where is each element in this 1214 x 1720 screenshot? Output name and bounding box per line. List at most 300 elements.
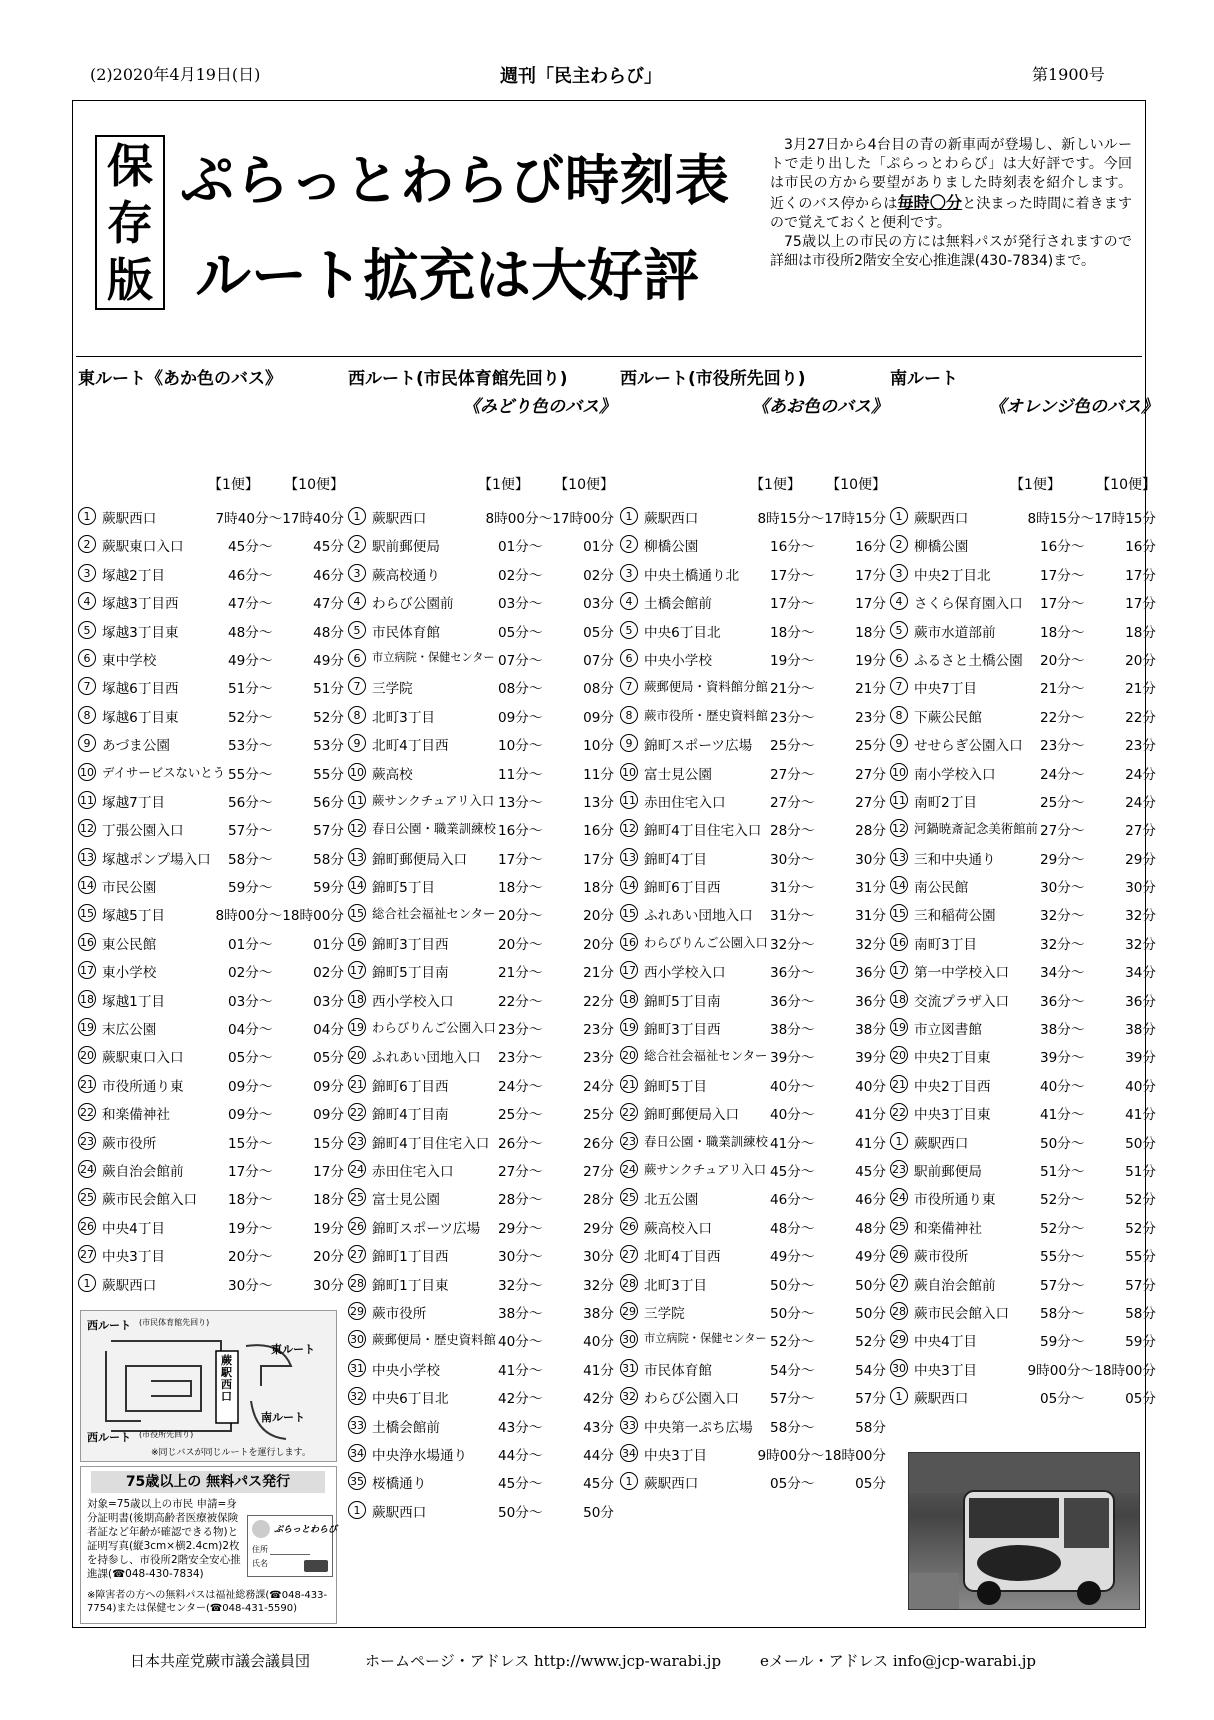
stop-name: 蕨高校通り — [372, 567, 440, 584]
stop-name: 富士見公園 — [644, 766, 712, 783]
stop-row — [620, 1100, 888, 1128]
hozon-char: 存 — [107, 195, 153, 250]
first-bus-time: 40分～ — [498, 1334, 543, 1351]
tenth-bus-time: 24分 — [1125, 794, 1156, 811]
stop-row — [890, 845, 1158, 873]
first-bus-time: 28分～ — [770, 823, 815, 840]
first-bus-time: 30分～ — [228, 1277, 273, 1294]
stop-row — [890, 1129, 1158, 1157]
stop-row — [348, 674, 616, 702]
stop-number: 19 — [78, 1018, 96, 1036]
divider — [76, 356, 1142, 357]
first-bus-time: 04分～ — [228, 1022, 273, 1039]
first-bus-time: 7時40分～17時40分 — [215, 511, 344, 527]
tenth-bus-time: 05分 — [583, 624, 614, 641]
stop-name: 西小学校入口 — [372, 993, 454, 1010]
first-bus-time: 01分～ — [228, 936, 273, 953]
tenth-bus-time: 51分 — [1125, 1163, 1156, 1180]
stop-name: 塚越7丁目 — [102, 794, 166, 811]
stop-name: 中央小学校 — [372, 1362, 440, 1379]
stop-name: 中央2丁目西 — [914, 1078, 991, 1095]
stop-row — [78, 618, 346, 646]
tenth-bus-time: 03分 — [583, 596, 614, 613]
first-bus-time: 29分～ — [498, 1220, 543, 1237]
first-bus-time: 9時00分～18時00分 — [1027, 1362, 1156, 1379]
first-bus-time: 36分～ — [1040, 993, 1085, 1010]
tenth-bus-time: 57分 — [1125, 1277, 1156, 1294]
stop-name: 塚越2丁目 — [102, 567, 166, 584]
stop-number: 5 — [348, 621, 366, 639]
stop-number: 28 — [348, 1274, 366, 1292]
stop-row — [620, 845, 888, 873]
bus-photo — [908, 1452, 1140, 1610]
tenth-bus-time: 29分 — [583, 1220, 614, 1237]
stop-number: 1 — [620, 1472, 638, 1490]
stop-number: 10 — [78, 763, 96, 781]
tenth-bus-time: 09分 — [313, 1078, 344, 1095]
header-first-bus: 【1便】 — [1010, 477, 1061, 493]
first-bus-time: 29分～ — [1040, 851, 1085, 868]
stop-number: 16 — [78, 933, 96, 951]
stop-name: 中央7丁目 — [914, 681, 978, 698]
first-bus-time: 59分～ — [1040, 1334, 1085, 1351]
stop-number: 21 — [78, 1075, 96, 1093]
route-column — [348, 364, 616, 1521]
map-label-south: 南ルート — [261, 1411, 305, 1424]
stop-number: 4 — [348, 592, 366, 610]
stop-number: 1 — [620, 507, 638, 525]
tenth-bus-time: 02分 — [583, 567, 614, 584]
stop-number: 7 — [890, 677, 908, 695]
stop-name: 市立病院・保健センター — [372, 650, 495, 664]
stop-row — [78, 1043, 346, 1071]
stop-number: 9 — [348, 734, 366, 752]
tenth-bus-time: 19分 — [855, 652, 886, 669]
stop-number: 22 — [890, 1103, 908, 1121]
stop-row — [620, 873, 888, 901]
stop-name: 市民体育館 — [372, 624, 440, 641]
tenth-bus-time: 52分 — [1125, 1220, 1156, 1237]
stop-row — [620, 1072, 888, 1100]
first-bus-time: 27分～ — [770, 794, 815, 811]
stop-name: 錦町5丁目南 — [644, 993, 721, 1010]
stop-row — [348, 1043, 616, 1071]
stop-row — [890, 504, 1158, 532]
stop-number: 15 — [890, 904, 908, 922]
stop-row — [78, 760, 346, 788]
stop-row — [890, 1384, 1158, 1412]
first-bus-time: 20分～ — [1040, 652, 1085, 669]
stop-row — [890, 618, 1158, 646]
first-bus-time: 38分～ — [1040, 1022, 1085, 1039]
hozon-char: 版 — [107, 252, 153, 307]
first-bus-time: 09分～ — [498, 709, 543, 726]
first-bus-time: 07分～ — [498, 652, 543, 669]
stop-row — [620, 1214, 888, 1242]
tenth-bus-time: 40分 — [1125, 1078, 1156, 1095]
first-bus-time: 20分～ — [498, 936, 543, 953]
stop-row — [890, 731, 1158, 759]
stop-row — [78, 731, 346, 759]
stop-name: 錦町スポーツ広場 — [372, 1220, 481, 1237]
stop-number: 14 — [348, 876, 366, 894]
tenth-bus-time: 41分 — [855, 1135, 886, 1152]
stop-row — [78, 1129, 346, 1157]
stop-number: 2 — [78, 535, 96, 553]
stop-number: 17 — [620, 961, 638, 979]
stop-name: 和楽備神社 — [914, 1220, 982, 1237]
map-label-west-top-sub: (市民体育館先回り) — [139, 1318, 210, 1327]
stop-name: 駅前郵便局 — [914, 1163, 982, 1180]
stop-row — [348, 1327, 616, 1355]
stop-name: 蕨市役所・歴史資料館 — [644, 707, 768, 723]
stop-row — [620, 1356, 888, 1384]
stop-number: 27 — [890, 1274, 908, 1292]
tenth-bus-time: 21分 — [855, 681, 886, 698]
stop-name: 春日公園・職業訓練校 — [372, 821, 496, 837]
tenth-bus-time: 48分 — [855, 1220, 886, 1237]
first-bus-time: 50分～ — [770, 1277, 815, 1294]
first-bus-time: 18分～ — [770, 624, 815, 641]
first-bus-time: 22分～ — [498, 993, 543, 1010]
first-bus-time: 20分～ — [498, 908, 543, 925]
stop-row — [620, 589, 888, 617]
tenth-bus-time: 30分 — [583, 1249, 614, 1266]
stop-name: 西小学校入口 — [644, 965, 726, 982]
stop-row — [348, 1441, 616, 1469]
tenth-bus-time: 18分 — [855, 624, 886, 641]
stop-row — [78, 1185, 346, 1213]
tenth-bus-time: 41分 — [583, 1362, 614, 1379]
tenth-bus-time: 52分 — [1125, 1192, 1156, 1209]
stop-row — [78, 703, 346, 731]
route-column — [620, 364, 888, 1493]
first-bus-time: 24分～ — [498, 1078, 543, 1095]
stop-number: 7 — [620, 677, 638, 695]
first-bus-time: 38分～ — [498, 1305, 543, 1322]
stop-row — [620, 1043, 888, 1071]
tenth-bus-time: 15分 — [313, 1135, 344, 1152]
tenth-bus-time: 42分 — [583, 1391, 614, 1408]
stop-name: 南町2丁目 — [914, 794, 978, 811]
tenth-bus-time: 09分 — [313, 1107, 344, 1124]
stop-name: 蕨市民会館入口 — [102, 1192, 198, 1209]
tenth-bus-time: 32分 — [583, 1277, 614, 1294]
first-bus-time: 40分～ — [770, 1078, 815, 1095]
stop-name: 錦町4丁目住宅入口 — [372, 1135, 490, 1152]
stop-row — [890, 646, 1158, 674]
main-title: ぷらっとわらび時刻表 — [180, 149, 730, 212]
tenth-bus-time: 38分 — [583, 1305, 614, 1322]
stop-number: 32 — [348, 1387, 366, 1405]
stop-number: 18 — [78, 990, 96, 1008]
sub-title: ルート拡充は大好評 — [195, 243, 699, 309]
stop-number: 26 — [348, 1217, 366, 1235]
tenth-bus-time: 30分 — [855, 851, 886, 868]
stop-row — [78, 1072, 346, 1100]
first-bus-time: 21分～ — [770, 681, 815, 698]
stop-list — [78, 504, 346, 1299]
map-label-west-bottom: 西ルート — [87, 1431, 131, 1444]
stop-number: 27 — [620, 1245, 638, 1263]
stop-name: 市立図書館 — [914, 1022, 982, 1039]
first-bus-time: 31分～ — [770, 880, 815, 897]
first-bus-time: 17分～ — [498, 851, 543, 868]
first-bus-time: 30分～ — [770, 851, 815, 868]
first-bus-time: 46分～ — [770, 1192, 815, 1209]
stop-name: 蕨郵便局・資料館分館 — [644, 679, 768, 695]
stop-number: 27 — [78, 1245, 96, 1263]
first-bus-time: 40分～ — [770, 1107, 815, 1124]
stop-name: 錦町スポーツ広場 — [644, 738, 753, 755]
newspaper-title: 週刊「民主わらび」 — [500, 66, 662, 87]
stop-number: 8 — [348, 706, 366, 724]
stop-name: 蕨市役所 — [102, 1135, 157, 1152]
stop-name: 南小学校入口 — [914, 766, 996, 783]
stop-number: 1 — [348, 1501, 366, 1519]
stop-row — [348, 504, 616, 532]
stop-number: 4 — [620, 592, 638, 610]
issue-number: 第1900号 — [1032, 65, 1105, 84]
first-bus-time: 19分～ — [770, 652, 815, 669]
stop-name: さくら保育園入口 — [914, 596, 1023, 613]
stop-name: 蕨サンクチュアリ入口 — [644, 1161, 767, 1177]
stop-name: 中央4丁目 — [914, 1334, 978, 1351]
stop-row — [78, 958, 346, 986]
stop-row — [890, 674, 1158, 702]
stop-name: わらびりんご公園入口 — [372, 1020, 496, 1036]
stop-row — [348, 1498, 616, 1526]
tenth-bus-time: 32分 — [1125, 908, 1156, 925]
card-name: 氏名 — [252, 1559, 268, 1568]
stop-row — [620, 816, 888, 844]
first-bus-time: 17分～ — [228, 1163, 273, 1180]
tenth-bus-time: 49分 — [855, 1249, 886, 1266]
stop-number: 16 — [620, 933, 638, 951]
first-bus-time: 46分～ — [228, 567, 273, 584]
tenth-bus-time: 55分 — [1125, 1249, 1156, 1266]
first-bus-time: 9時00分～18時00分 — [757, 1447, 886, 1464]
tenth-bus-time: 54分 — [855, 1362, 886, 1379]
stop-row — [620, 1271, 888, 1299]
first-bus-time: 8時15分～17時15分 — [1027, 511, 1156, 527]
stop-name: 蕨駅東口入口 — [102, 1050, 184, 1067]
stop-number: 9 — [890, 734, 908, 752]
stop-number: 8 — [620, 706, 638, 724]
stop-name: 塚越6丁目東 — [102, 709, 179, 726]
route-name: 南ルート — [890, 369, 958, 389]
stop-name: 駅前郵便局 — [372, 539, 440, 556]
stop-number: 23 — [348, 1132, 366, 1150]
stop-name: 蕨高校入口 — [644, 1220, 712, 1237]
stop-number: 3 — [78, 564, 96, 582]
stop-name: 塚越3丁目西 — [102, 596, 179, 613]
first-bus-time: 52分～ — [1040, 1220, 1085, 1237]
stop-number: 22 — [78, 1103, 96, 1121]
first-bus-time: 05分～ — [228, 1050, 273, 1067]
stop-row — [620, 760, 888, 788]
first-bus-time: 10分～ — [498, 738, 543, 755]
stop-number: 14 — [620, 876, 638, 894]
route-column — [890, 364, 1158, 1408]
stop-row — [78, 1015, 346, 1043]
stop-number: 16 — [890, 933, 908, 951]
tenth-bus-time: 17分 — [855, 567, 886, 584]
first-bus-time: 21分～ — [498, 965, 543, 982]
stop-name: 蕨市役所 — [914, 1249, 969, 1266]
stop-number: 9 — [620, 734, 638, 752]
tenth-bus-time: 24分 — [1125, 766, 1156, 783]
first-bus-time: 59分～ — [228, 880, 273, 897]
stop-number: 23 — [620, 1132, 638, 1150]
stop-number: 11 — [78, 791, 96, 809]
first-bus-time: 02分～ — [228, 965, 273, 982]
first-bus-time: 55分～ — [228, 766, 273, 783]
tenth-bus-time: 10分 — [583, 738, 614, 755]
stop-row — [78, 1214, 346, 1242]
stop-row — [620, 1185, 888, 1213]
stop-row — [620, 1157, 888, 1185]
stop-row — [348, 1214, 616, 1242]
stop-row — [890, 589, 1158, 617]
stop-name: 三学院 — [644, 1305, 685, 1322]
stop-row — [348, 1100, 616, 1128]
stop-number: 12 — [890, 819, 908, 837]
first-bus-time: 16分～ — [498, 823, 543, 840]
stop-row — [890, 532, 1158, 560]
stop-row — [78, 504, 346, 532]
route-name: 西ルート(市役所先回り) — [620, 369, 806, 389]
header-first-bus: 【1便】 — [208, 477, 259, 493]
stop-row — [348, 646, 616, 674]
intro-p1a: 3月27日から4台目の青の新車両が登場し、新しいルートで走り出した「ぷらっとわらび」は大好評です。今回は市民の方から要望がありました時刻表を紹介します。近くのバス停からは — [770, 137, 1132, 212]
stop-number: 18 — [620, 990, 638, 1008]
stop-number: 20 — [78, 1046, 96, 1064]
stop-row — [620, 618, 888, 646]
stop-row — [890, 1015, 1158, 1043]
map-station: 蕨駅西口 — [221, 1354, 232, 1403]
stop-row — [348, 901, 616, 929]
stop-row — [348, 703, 616, 731]
tenth-bus-time: 05分 — [313, 1050, 344, 1067]
tenth-bus-time: 50分 — [1125, 1135, 1156, 1152]
timetable-header — [78, 474, 346, 500]
header-tenth-bus: 【10便】 — [284, 477, 344, 493]
stop-number: 17 — [348, 961, 366, 979]
stop-row — [890, 1043, 1158, 1071]
tenth-bus-time: 04分 — [313, 1022, 344, 1039]
stop-name: わらびりんご公園入口 — [644, 934, 768, 950]
stop-row — [348, 1299, 616, 1327]
tenth-bus-time: 17分 — [855, 596, 886, 613]
stop-number: 30 — [890, 1359, 908, 1377]
stop-name: 東中学校 — [102, 652, 157, 669]
tenth-bus-time: 58分 — [313, 851, 344, 868]
stop-number: 1 — [890, 1387, 908, 1405]
tenth-bus-time: 36分 — [855, 993, 886, 1010]
map-note: ※同じバスが同じルートを運行します。 — [151, 1448, 311, 1458]
stop-number: 1 — [78, 1274, 96, 1292]
stop-number: 17 — [78, 961, 96, 979]
stop-row — [620, 561, 888, 589]
tenth-bus-time: 57分 — [855, 1391, 886, 1408]
stop-number: 3 — [620, 564, 638, 582]
tenth-bus-time: 22分 — [1125, 709, 1156, 726]
first-bus-time: 27分～ — [770, 766, 815, 783]
stop-row — [348, 987, 616, 1015]
stop-name: 錦町5丁目 — [372, 880, 436, 897]
stop-name: わらび公園前 — [372, 596, 454, 613]
stop-name: 錦町6丁目西 — [644, 880, 721, 897]
stop-name: 東小学校 — [102, 965, 157, 982]
stop-name: 赤田住宅入口 — [644, 794, 726, 811]
stop-number: 16 — [348, 933, 366, 951]
stop-row — [890, 788, 1158, 816]
first-bus-time: 47分～ — [228, 596, 273, 613]
stop-name: 交流プラザ入口 — [914, 993, 1010, 1010]
stop-row — [348, 1384, 616, 1412]
stop-name: 南公民館 — [914, 880, 969, 897]
first-bus-time: 57分～ — [770, 1391, 815, 1408]
stop-name: あづま公園 — [102, 738, 170, 755]
stop-row — [348, 532, 616, 560]
stop-name: 蕨駅西口 — [644, 1476, 699, 1493]
stop-name: 末広公園 — [102, 1022, 157, 1039]
stop-name: 塚越3丁目東 — [102, 624, 179, 641]
stop-name: 市民公園 — [102, 880, 157, 897]
stop-number: 24 — [348, 1160, 366, 1178]
tenth-bus-time: 22分 — [583, 993, 614, 1010]
stop-number: 26 — [890, 1245, 908, 1263]
stop-number: 7 — [78, 677, 96, 695]
tenth-bus-time: 23分 — [1125, 738, 1156, 755]
free-pass-box — [80, 1466, 337, 1624]
stop-name: 蕨駅西口 — [914, 1135, 969, 1152]
first-bus-time: 09分～ — [228, 1078, 273, 1095]
stop-row — [348, 958, 616, 986]
first-bus-time: 26分～ — [498, 1135, 543, 1152]
stop-name: 南町3丁目 — [914, 936, 978, 953]
stop-name: 蕨駅西口 — [102, 1277, 157, 1294]
stop-row — [890, 1100, 1158, 1128]
stop-number: 15 — [348, 904, 366, 922]
first-bus-time: 55分～ — [1040, 1249, 1085, 1266]
intro-p2: 75歳以上の市民の方には無料パスが発行されますので詳細は市役所2階安全安心推進課(430-7834)まで。 — [770, 234, 1132, 269]
stop-number: 1 — [78, 507, 96, 525]
first-bus-time: 18分～ — [498, 880, 543, 897]
stop-number: 13 — [620, 848, 638, 866]
first-bus-time: 45分～ — [770, 1163, 815, 1180]
stop-name: 蕨自治会館前 — [102, 1163, 184, 1180]
stop-row — [890, 1356, 1158, 1384]
tenth-bus-time: 34分 — [1125, 965, 1156, 982]
free-pass-body: 対象=75歳以上の市民 申請=身分証明書(後期高齢者医療被保険者証など年齢が確認できる物)と証明写真(縦3cm×横2.4cm)2枚を持参し、市役所2階安全安心推進課(☎048-430-7834) — [87, 1498, 241, 1580]
footer-homepage: ホームページ・アドレス http://www.jcp-warabi.jp — [365, 1652, 722, 1670]
page-header — [0, 62, 1214, 88]
tenth-bus-time: 23分 — [855, 709, 886, 726]
tenth-bus-time: 46分 — [313, 567, 344, 584]
stop-name: 中央第一ぷち広場 — [644, 1419, 753, 1436]
stop-number: 10 — [348, 763, 366, 781]
stop-number: 10 — [620, 763, 638, 781]
first-bus-time: 03分～ — [498, 596, 543, 613]
tenth-bus-time: 39分 — [1125, 1050, 1156, 1067]
stop-row — [890, 1185, 1158, 1213]
stop-name: 蕨駅西口 — [102, 511, 157, 527]
stop-name: 錦町4丁目 — [644, 851, 708, 868]
stop-row — [890, 1299, 1158, 1327]
tenth-bus-time: 30分 — [313, 1277, 344, 1294]
